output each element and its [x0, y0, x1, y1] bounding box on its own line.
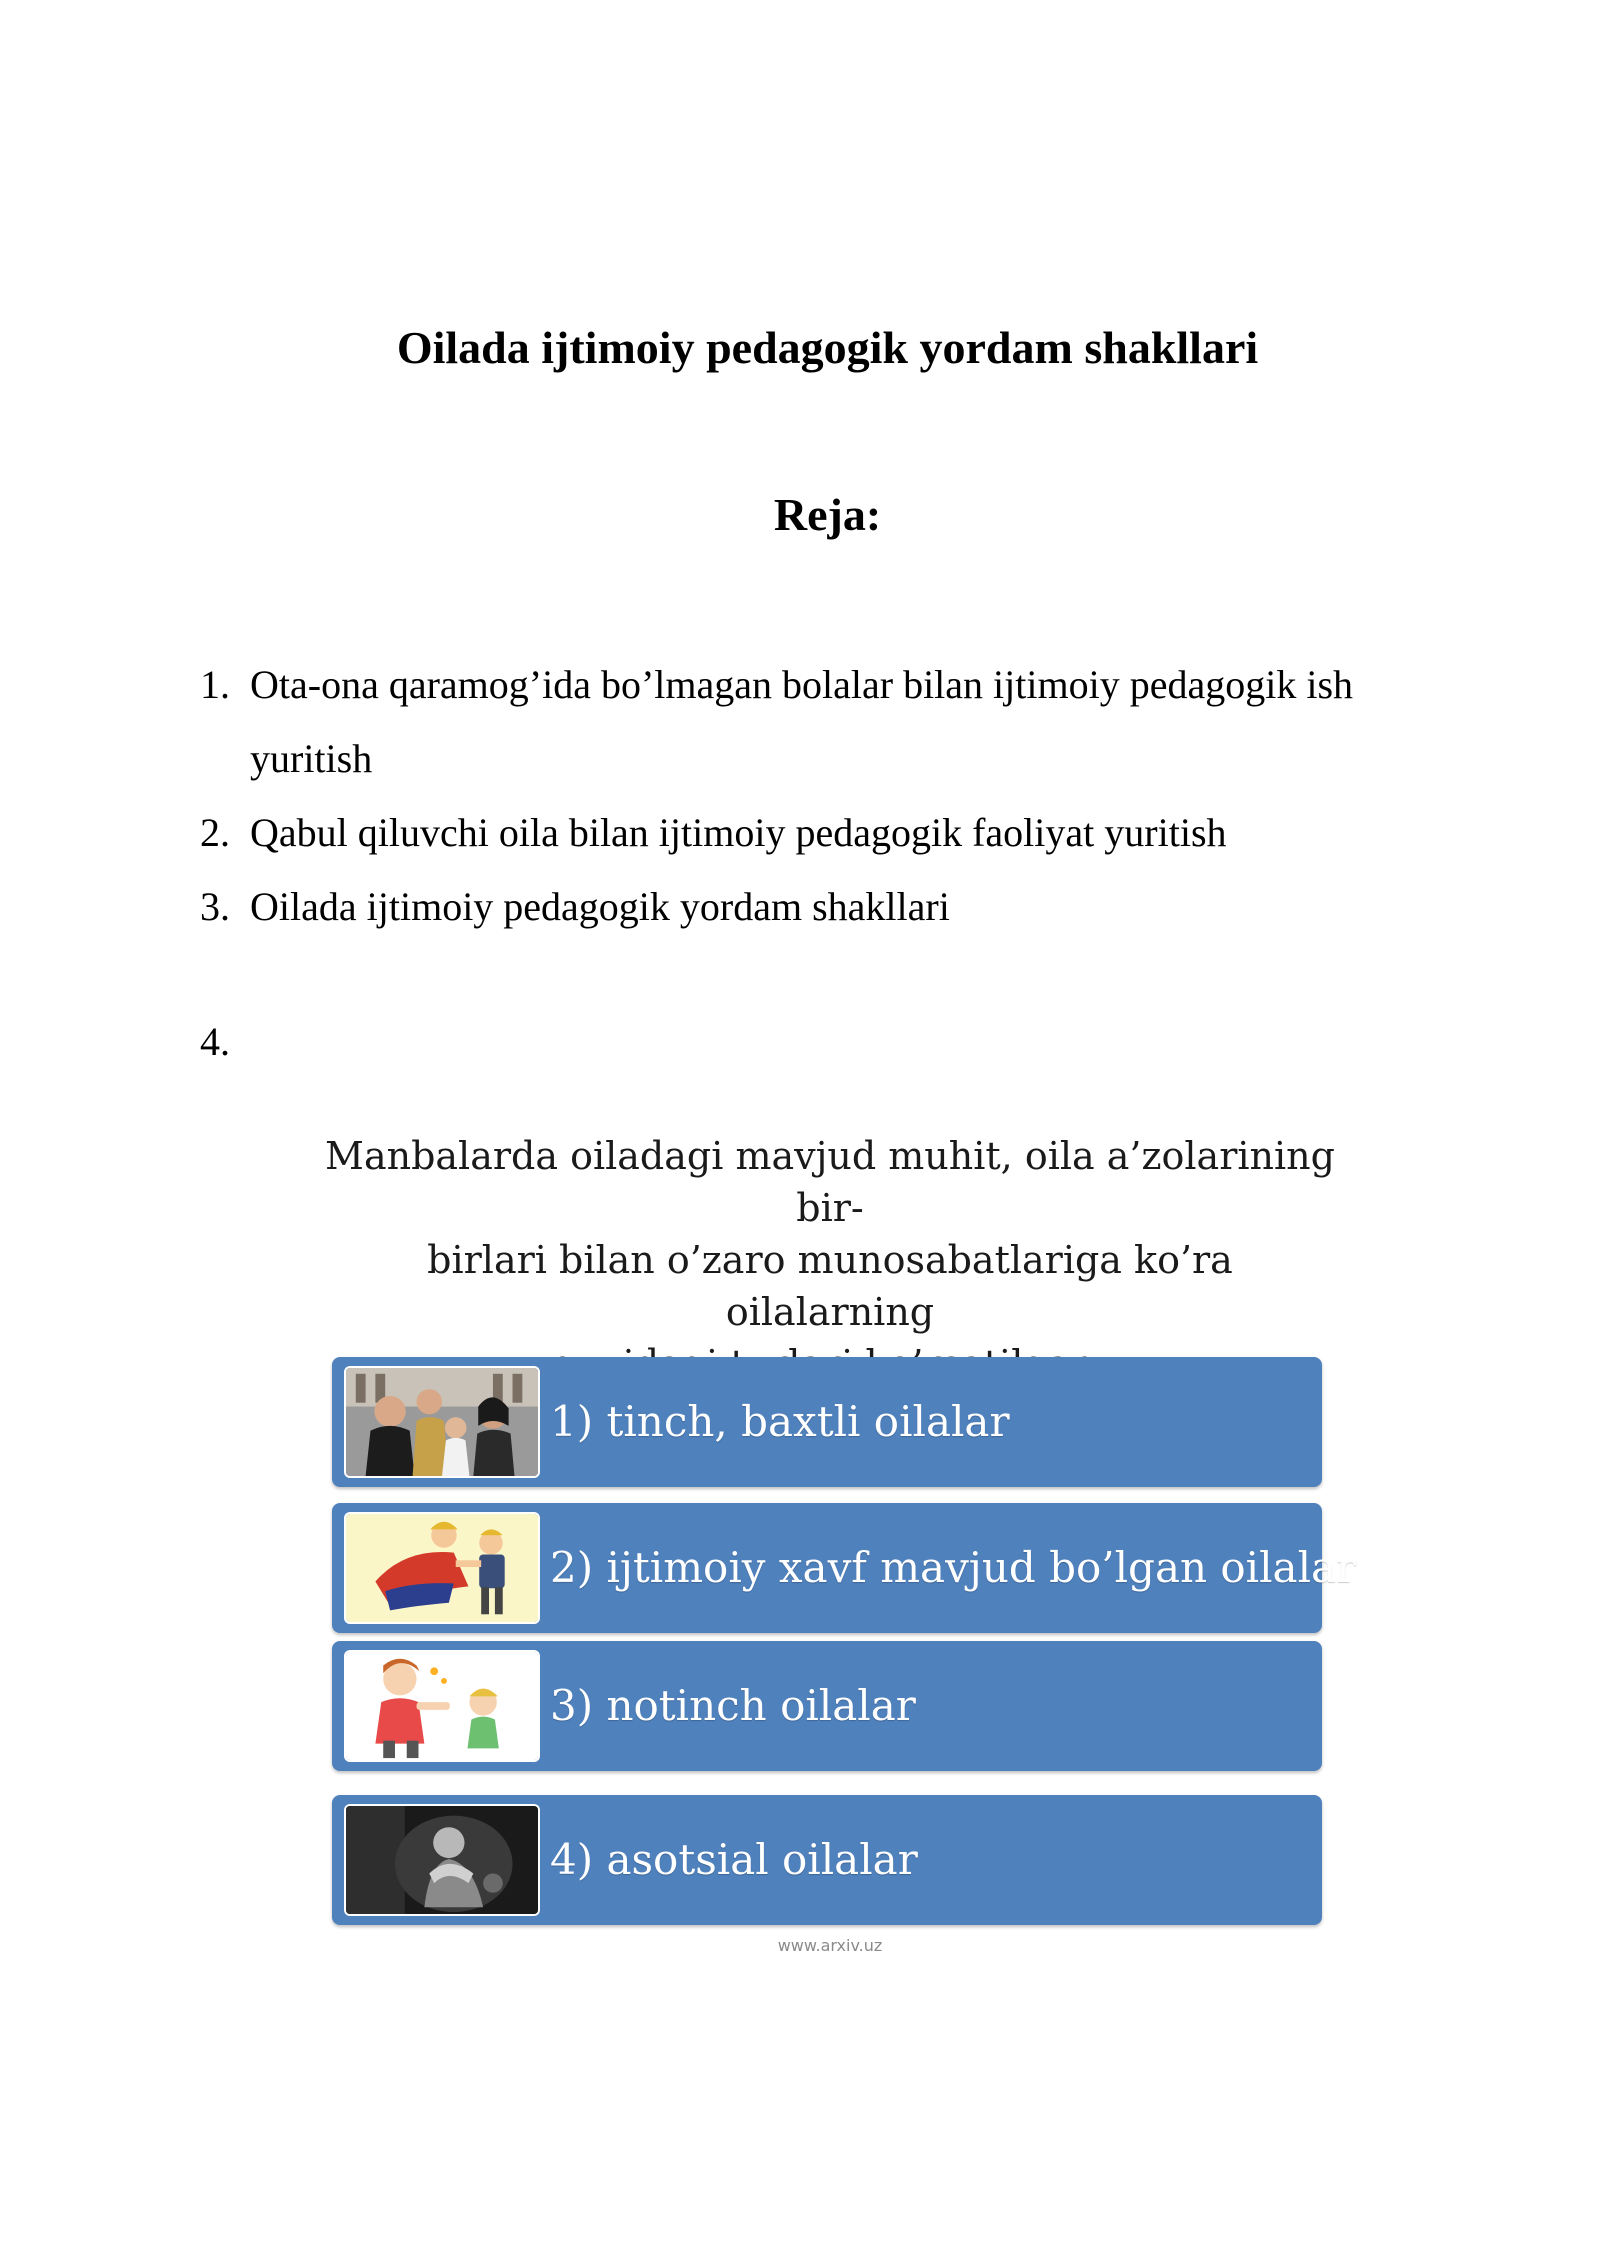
slide-caption	[320, 1130, 1340, 1390]
plan-item-number: 3.	[200, 884, 230, 929]
plan-item	[200, 796, 1460, 870]
plan-item-number: 2.	[200, 810, 230, 855]
adult-scolding-child-icon	[344, 1512, 540, 1624]
family-type-box	[332, 1795, 1322, 1925]
plan-item-text: Qabul qiluvchi oila bilan ijtimoiy pedagogik faoliyat yuritish	[250, 810, 1227, 855]
family-type-box	[332, 1357, 1322, 1487]
family-type-box	[332, 1503, 1357, 1633]
slide-caption-line: Manbalarda oiladagi mavjud muhit, oila a’zolarining bir-	[325, 1134, 1335, 1230]
plan-item-number: 1.	[200, 662, 230, 707]
plan-item-text: Ota-ona qaramog’ida bo’lmagan bolalar bilan ijtimoiy pedagogik ish yuritish	[250, 662, 1354, 781]
plan-list	[200, 648, 1460, 944]
plan-heading: Reja:	[773, 489, 882, 540]
family-type-box	[332, 1641, 1322, 1771]
plan-item-text: Oilada ijtimoiy pedagogik yordam shakllari	[250, 884, 950, 929]
plan-item	[200, 870, 1460, 944]
family-type-label: 2) ijtimoiy xavf mavjud bo’lgan oilalar	[550, 1543, 1357, 1592]
document-title: Oilada ijtimoiy pedagogik yordam shakllari	[396, 322, 1259, 373]
slide-watermark: www.arxiv.uz	[777, 1936, 883, 1955]
happy-family-photo-icon	[344, 1366, 540, 1478]
plan-item-empty: 4.	[200, 1019, 230, 1064]
distressed-person-photo-icon	[344, 1804, 540, 1916]
slide-caption-line: birlari bilan o’zaro munosabatlariga ko’ra oilalarning	[427, 1238, 1233, 1334]
family-type-label: 3) notinch oilalar	[550, 1681, 916, 1730]
plan-item	[200, 648, 1460, 796]
family-type-label: 1) tinch, baxtli oilalar	[550, 1397, 1010, 1446]
embedded-slide-image	[320, 1110, 1357, 1970]
parent-child-conflict-icon	[344, 1650, 540, 1762]
family-type-label: 4) asotsial oilalar	[550, 1835, 918, 1884]
